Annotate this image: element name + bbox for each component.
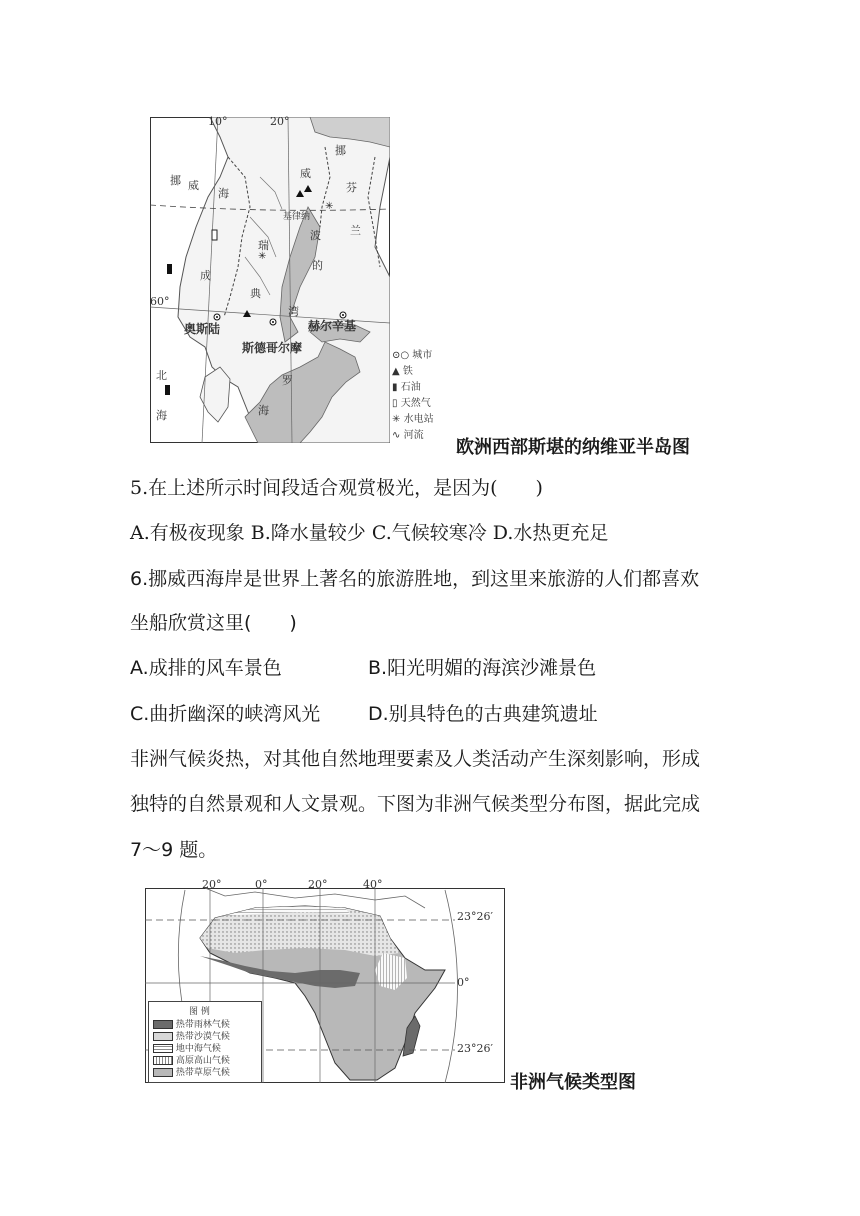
lat-label-60: 60°: [150, 295, 170, 308]
africa-lon-label-40e: 40°: [363, 878, 383, 891]
label-dian: 典: [250, 287, 261, 300]
label-baltic-hai: 海: [258, 404, 269, 417]
africa-legend-savanna: 热带草原气候: [153, 1065, 230, 1078]
mediterranean-swatch: [153, 1044, 173, 1053]
label-bo: 波: [310, 229, 321, 242]
label-stockholm: 斯德哥尔摩: [242, 341, 303, 355]
scandinavia-map-drawing: [150, 117, 390, 443]
africa-legend-title: 图 例: [189, 1007, 210, 1017]
legend-row-hydro: ✳ 水电站: [392, 414, 434, 425]
q6-stem-line1: 6.挪威西海岸是世界上著名的旅游胜地，到这里来旅游的人们都喜欢: [130, 568, 700, 590]
intro-line1: 非洲气候炎热，对其他自然地理要素及人类活动产生深刻影响，形成: [130, 748, 701, 770]
africa-lat-label-equator: 0°: [457, 976, 470, 989]
label-sea-hai: 海: [218, 187, 229, 200]
label-oslo: 奥斯陆: [184, 322, 221, 336]
svg-text:✳: ✳: [325, 201, 334, 212]
label-kiruna: 基律纳: [283, 212, 311, 222]
desert-swatch: [153, 1032, 173, 1041]
africa-legend-rainforest: 热带雨林气候: [153, 1017, 230, 1030]
label-beihai-hai: 海: [156, 409, 167, 422]
label-luo: 罗: [282, 374, 293, 387]
label-nuo: 挪: [335, 144, 346, 157]
river-icon: ∿: [392, 430, 401, 441]
africa-legend-highland: 高原高山气候: [153, 1053, 230, 1066]
label-de: 的: [312, 259, 323, 272]
africa-legend-desert: 热带沙漠气候: [153, 1029, 230, 1042]
legend-row-river: ∿ 河流: [392, 430, 424, 441]
q6-stem-line2: 坐船欣赏这里( ): [130, 612, 297, 634]
iron-icon: ▲: [392, 366, 400, 377]
label-sea-wei: 威: [188, 179, 199, 192]
city-icon: ⊙○: [392, 350, 410, 361]
intro-line2: 独特的自然景观和人文景观。下图为非洲气候类型分布图，据此完成: [130, 793, 701, 815]
rainforest-swatch: [153, 1020, 173, 1029]
hydro-icon: ✳: [392, 414, 401, 425]
africa-lat-label-tropic-s: 23°26′: [457, 1042, 493, 1055]
label-gulf: 湾: [288, 305, 299, 318]
label-cheng: 成: [200, 269, 211, 282]
q5-stem: 5.在上述所示时间段适合观赏极光，是因为( ): [130, 477, 543, 499]
intro-line3: 7～9 题。: [130, 839, 218, 861]
africa-lat-label-tropic-n: 23°26′: [457, 910, 493, 923]
highland-swatch: [153, 1056, 173, 1065]
legend-row-gas: ▯ 天然气: [392, 398, 431, 409]
label-helsinki: 赫尔辛基: [308, 319, 357, 333]
africa-lon-label-20e: 20°: [308, 878, 328, 891]
oil-icon: ▮: [392, 382, 398, 393]
map2-caption: 非洲气候类型图: [510, 1072, 636, 1093]
scandinavia-map: [150, 117, 390, 443]
label-bei: 北: [156, 369, 167, 382]
africa-legend: [148, 1001, 262, 1083]
lon-label-20: 20°: [270, 115, 290, 128]
label-rui: 瑞: [258, 239, 269, 252]
label-wei: 威: [300, 167, 311, 180]
lon-label-10: 10°: [208, 115, 228, 128]
legend-row-oil: ▮ 石油: [392, 382, 421, 393]
savanna-swatch: [153, 1068, 173, 1077]
q5-options: A.有极夜现象 B.降水量较少 C.气候较寒冷 D.水热更充足: [130, 522, 609, 544]
africa-legend-mediterranean: 地中海气候: [153, 1041, 221, 1054]
africa-lon-label-0: 0°: [255, 878, 268, 891]
map1-caption: 欧洲西部斯堪的纳维亚半岛图: [456, 437, 690, 458]
map1-legend: [392, 346, 462, 446]
africa-map: [145, 878, 505, 1083]
q6-option-c: C.曲折幽深的峡湾风光: [130, 703, 321, 725]
q6-option-a: A.成排的风车景色: [130, 657, 282, 679]
label-fen: 芬: [346, 181, 357, 194]
legend-row-iron: ▲ 铁: [392, 366, 413, 377]
q6-option-b: B.阳光明媚的海滨沙滩景色: [368, 657, 597, 679]
label-lan: 兰: [350, 224, 361, 237]
gas-icon: ▯: [392, 398, 398, 409]
svg-text:✳: ✳: [258, 251, 267, 262]
q6-option-d: D.别具特色的古典建筑遗址: [368, 703, 598, 725]
label-sea-nuo: 挪: [170, 174, 181, 187]
legend-row-city: ⊙○ 城市: [392, 350, 433, 361]
africa-lon-label-20w: 20°: [202, 878, 222, 891]
